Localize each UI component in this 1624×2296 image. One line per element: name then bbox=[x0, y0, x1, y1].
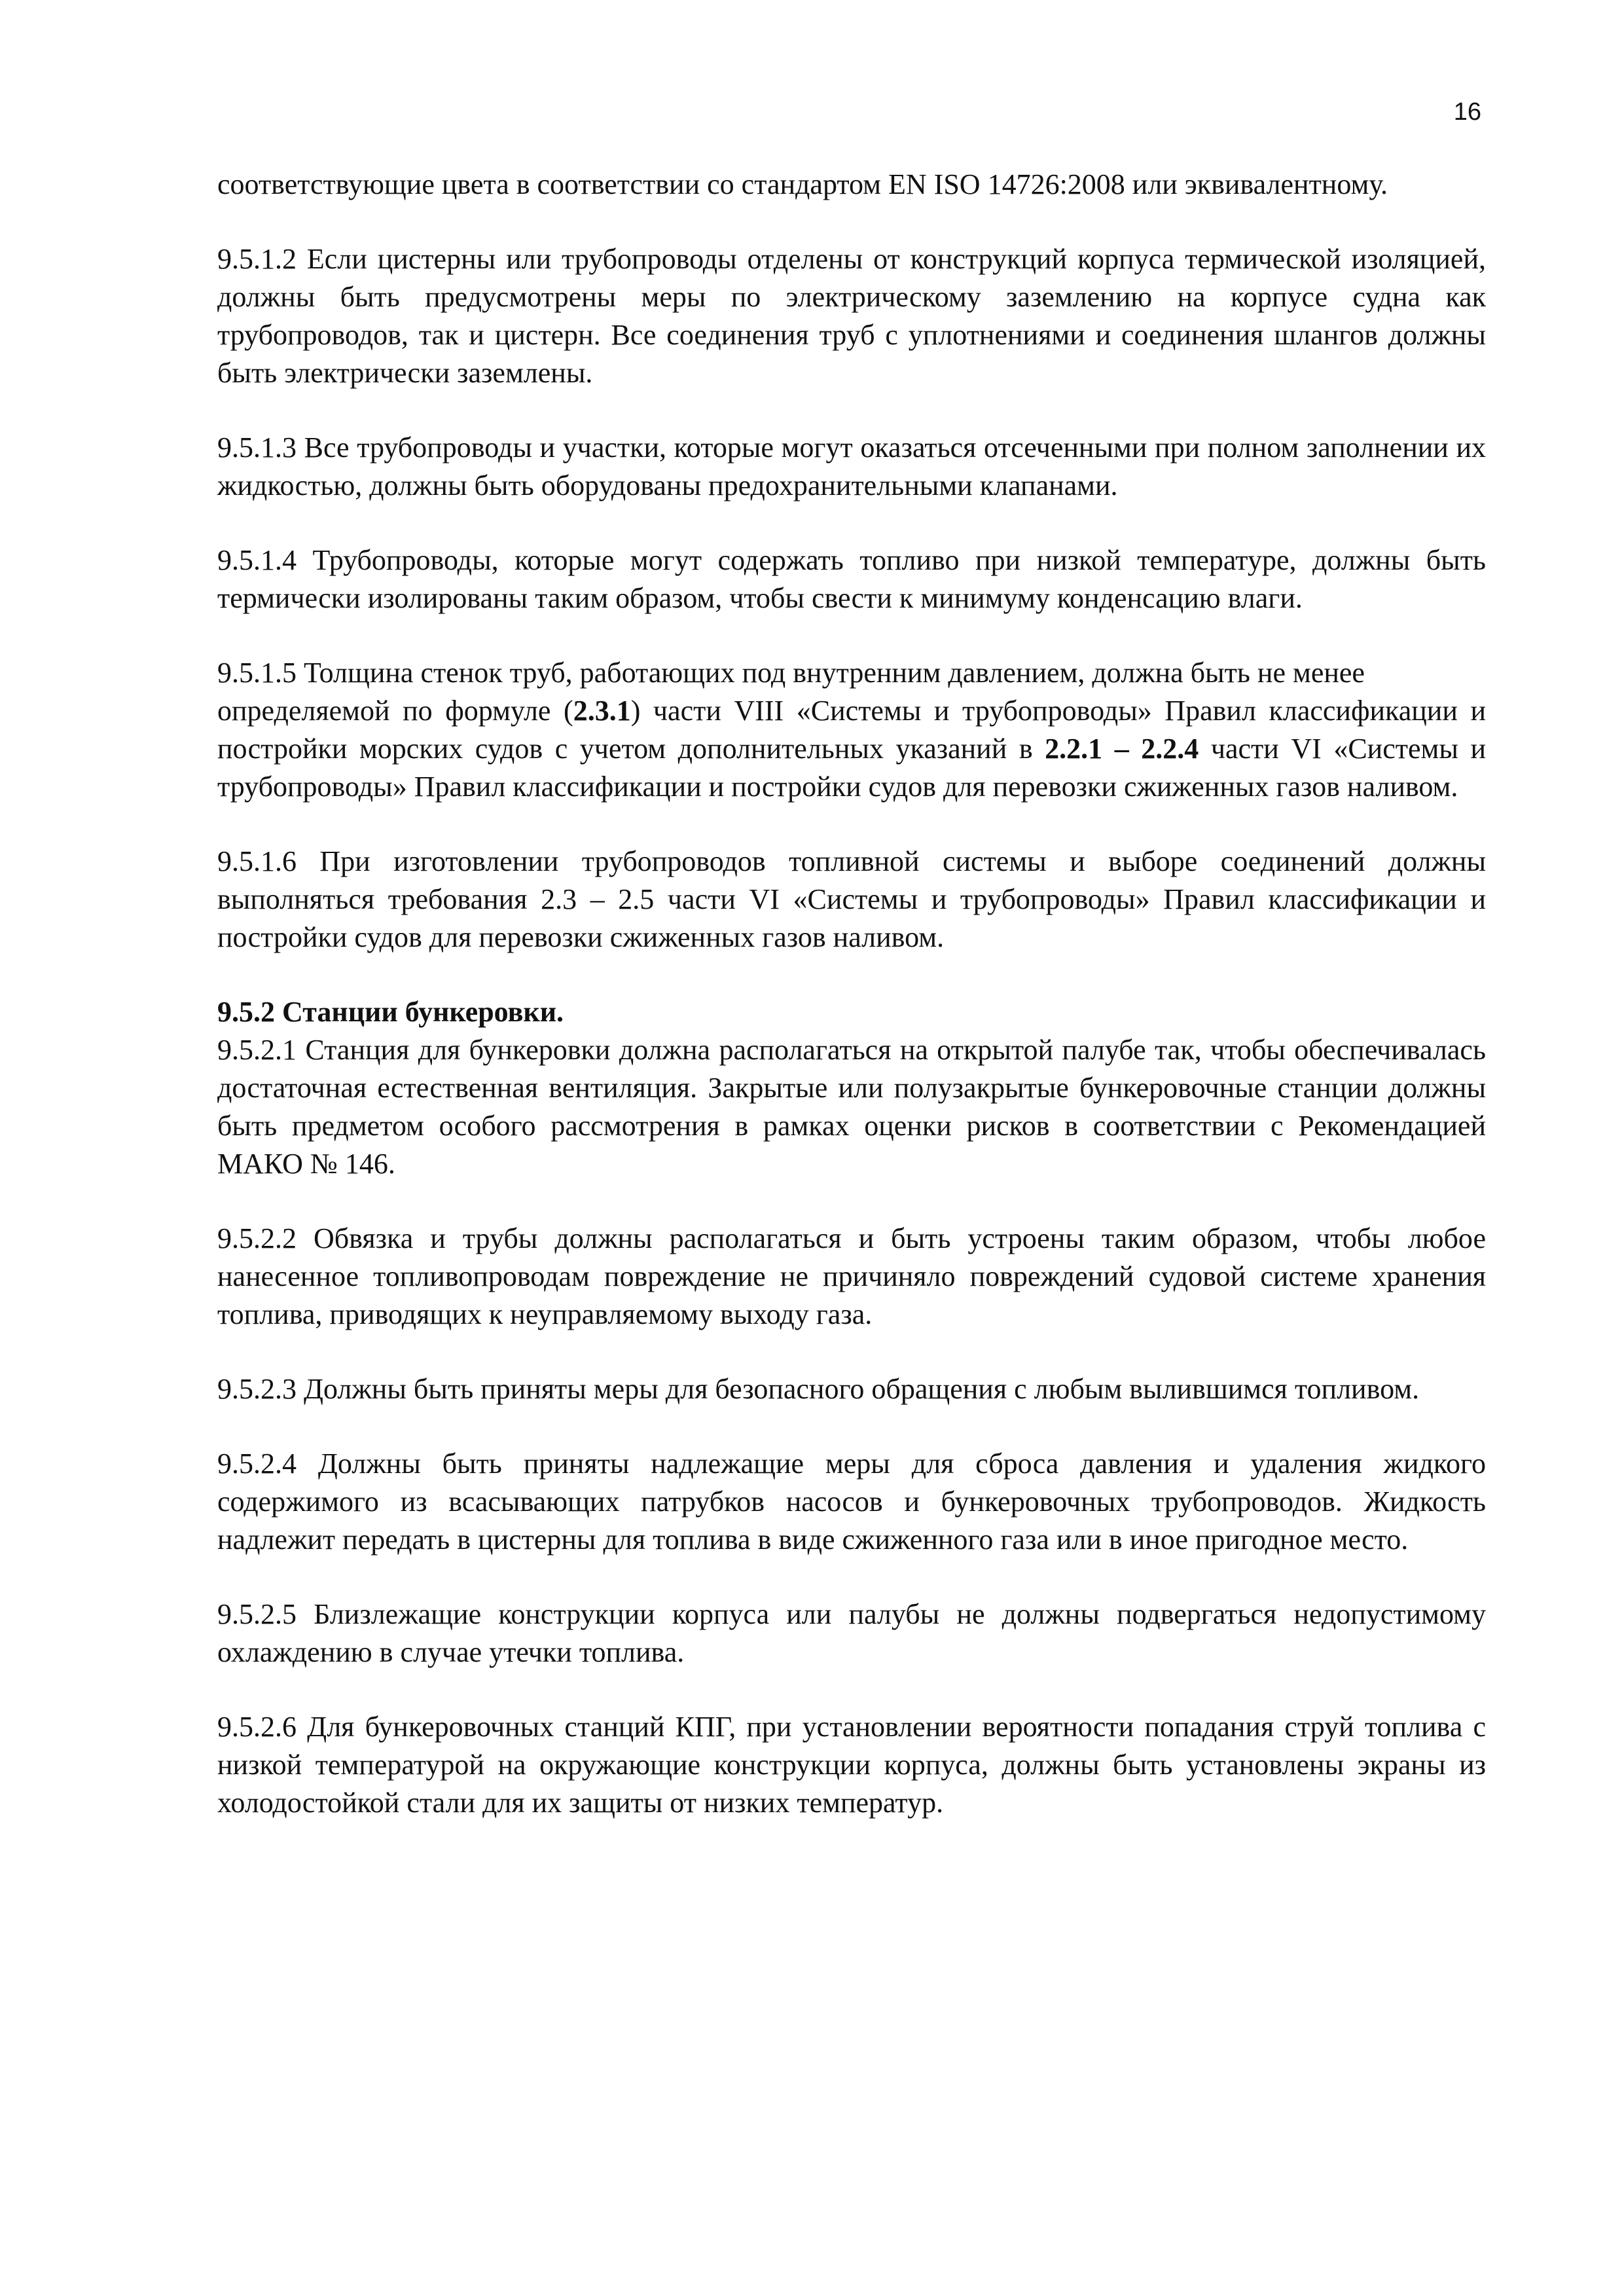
paragraph-9-5-2-5: 9.5.2.5 Близлежащие конструкции корпуса или палубы не должны подвергаться недопустимому охлаждению в случае утечки топлива. bbox=[217, 1598, 1486, 1668]
paragraph-9-5-2-4: 9.5.2.4 Должны быть приняты надлежащие меры для сброса давления и удаления жидкого содержимого из всасывающих патрубков насосов и бункеровочных трубопроводов. Жидкость надлежит передать в цистерны для топлива в виде сжиженного газа или в иное пригодное место. bbox=[217, 1448, 1486, 1556]
paragraph-9-5-1-3: 9.5.1.3 Все трубопроводы и участки, которые могут оказаться отсеченными при полном заполнении их жидкостью, должны быть оборудованы предохранительными клапанами. bbox=[217, 431, 1486, 501]
text-segment: части VI «Системы и трубопроводы» Правил классификации и постройки судов для перевозки сжиженных газов наливом. bbox=[217, 733, 1487, 803]
paragraph-9-5-2-6: 9.5.2.6 Для бункеровочных станций КПГ, при установлении вероятности попадания струй топлива с низкой температурой на окружающие конструкции корпуса, должны быть установлены экраны из холодостойкой стали для их защиты от низких температур. bbox=[217, 1711, 1486, 1819]
paragraph-9-5-2-1: 9.5.2.1 Станция для бункеровки должна располагаться на открытой палубе так, чтобы обеспечивалась достаточная естественная вентиляция. Закрытые или полузакрытые бункеровочные станции должны быть предметом особого рассмотрения в рамках оценки рисков в соответствии с Рекомендацией МАКО № 146. bbox=[217, 1034, 1486, 1180]
paragraph-9-5-2-3: 9.5.2.3 Должны быть приняты меры для безопасного обращения с любым вылившимся топливом. bbox=[217, 1373, 1420, 1405]
document-body bbox=[217, 166, 1486, 1822]
paragraph-9-5-1-4: 9.5.1.4 Трубопроводы, которые могут содержать топливо при низкой температуре, должны быть термически изолированы таким образом, чтобы свести к минимуму конденсацию влаги. bbox=[217, 544, 1486, 614]
paragraph-intro: соответствующие цвета в соответствии со стандартом EN ISO 14726:2008 или эквивалентному. bbox=[217, 168, 1388, 200]
formula-reference: 2.3.1 bbox=[573, 695, 631, 727]
page-number: 16 bbox=[1453, 98, 1481, 126]
paragraph-9-5-1-6: 9.5.1.6 При изготовлении трубопроводов топливной системы и выборе соединений должны выполняться требования 2.3 – 2.5 части VI «Системы и трубопроводы» Правил классификации и постройки судов для перевозки сжиженных газов наливом. bbox=[217, 845, 1486, 953]
paragraph-9-5-2-2: 9.5.2.2 Обвязка и трубы должны располагаться и быть устроены таким образом, чтобы любое нанесенное топливопроводам повреждение не причиняло повреждений судовой системе хранения топлива, приводящих к неуправляемому выходу газа. bbox=[217, 1222, 1486, 1330]
section-heading: 9.5.2 Станции бункеровки. bbox=[217, 996, 564, 1028]
paragraph-9-5-1-5: 9.5.1.5 Толщина стенок труб, работающих под внутренним давлением, должна быть не менее bbox=[217, 657, 1365, 689]
section-reference: 2.2.1 – 2.2.4 bbox=[1045, 733, 1199, 765]
text-segment: определяемой по формуле ( bbox=[217, 695, 573, 727]
paragraph-9-5-1-2: 9.5.1.2 Если цистерны или трубопроводы отделены от конструкций корпуса термической изоляцией, должны быть предусмотрены меры по электрическому заземлению на корпусе судна как трубопроводов, так и цистерн. Все соединения труб с уплотнениями и соединения шлангов должны быть электрически заземлены. bbox=[217, 243, 1486, 389]
paragraph-9-5-1-5-continued bbox=[217, 692, 1486, 806]
heading-9-5-2 bbox=[217, 993, 1486, 1031]
text-segment: ) части VIII «Системы и трубопроводы» Правил классификации и постройки морских судов с учетом дополнительных указаний в bbox=[217, 695, 1487, 765]
